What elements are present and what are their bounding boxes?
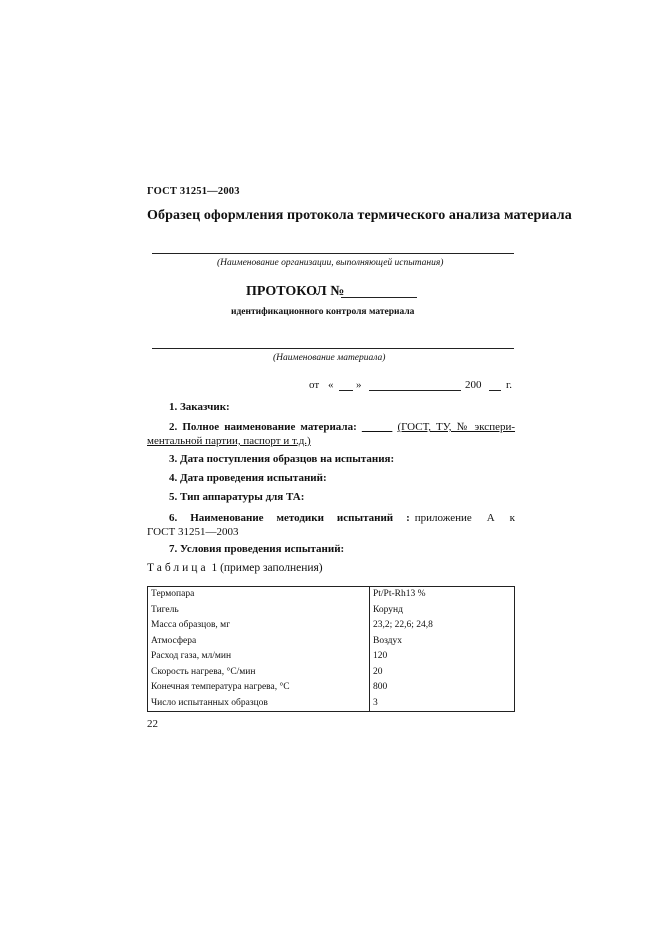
- param-cell: Расход газа, мл/мин: [148, 649, 370, 665]
- table-row: [148, 665, 515, 681]
- value-cell: 3: [370, 696, 515, 712]
- date-year: 200: [465, 379, 482, 391]
- item-receipt-date-label: 3. Дата поступления образцов на испытания:: [169, 453, 395, 465]
- value-cell: 20: [370, 665, 515, 681]
- table-row: [148, 618, 515, 634]
- value-cell: 120: [370, 649, 515, 665]
- date-close-quote: »: [356, 379, 362, 391]
- item-method-value-1: приложение А к: [414, 512, 515, 524]
- item-full-name-label: 2. Полное наименование материала:: [169, 421, 357, 433]
- item-apparatus-type-label: 5. Тип аппаратуры для ТА:: [169, 491, 305, 503]
- param-cell: Конечная температура нагрева, °С: [148, 680, 370, 696]
- table-caption-word: Таблица: [147, 562, 209, 574]
- value-cell: Pt/Pt-Rh13 %: [370, 587, 515, 603]
- table-caption: [147, 562, 323, 574]
- document-title: Образец оформления протокола термического анализа материала: [147, 208, 572, 223]
- item-test-date-label: 4. Дата проведения испытаний:: [169, 472, 327, 484]
- date-from-label: от: [309, 379, 320, 391]
- value-cell: Корунд: [370, 603, 515, 619]
- item-receipt-date: [147, 453, 537, 465]
- protocol-subtitle: идентификационного контроля материала: [231, 307, 415, 317]
- date-year-suffix: г.: [506, 379, 513, 391]
- param-cell: Число испытанных образцов: [148, 696, 370, 712]
- full-name-blank: [362, 421, 393, 433]
- item-conditions: [147, 543, 537, 555]
- test-conditions-table: [147, 586, 515, 712]
- month-blank: [369, 390, 461, 391]
- table-row: [148, 696, 515, 712]
- material-caption: (Наименование материала): [273, 353, 386, 363]
- item-full-name-value-2: ментальной партии, паспорт и т.д.): [147, 435, 311, 447]
- material-blank-line: [152, 348, 514, 349]
- organization-blank-line: [152, 253, 514, 254]
- item-apparatus-type: [147, 491, 537, 503]
- value-cell: 800: [370, 680, 515, 696]
- page-number: 22: [147, 718, 158, 730]
- day-blank: [339, 390, 353, 391]
- year-blank: [489, 390, 501, 391]
- item-customer: [147, 401, 537, 413]
- table-row: [148, 680, 515, 696]
- item-full-name-value-1: (ГОСТ, ТУ, № экспери-: [397, 421, 516, 433]
- date-open-quote: «: [328, 379, 334, 391]
- item-method: [147, 511, 515, 539]
- item-test-date: [147, 472, 537, 484]
- item-conditions-label: 7. Условия проведения испытаний:: [169, 543, 345, 555]
- protocol-title: ПРОТОКОЛ №: [246, 284, 345, 299]
- param-cell: Скорость нагрева, °С/мин: [148, 665, 370, 681]
- param-cell: Тигель: [148, 603, 370, 619]
- item-full-name: [147, 420, 515, 448]
- value-cell: 23,2; 22,6; 24,8: [370, 618, 515, 634]
- table-row: [148, 649, 515, 665]
- table-row: [148, 634, 515, 650]
- item-method-label: 6. Наименование методики испытаний :: [169, 512, 410, 524]
- item-customer-label: 1. Заказчик:: [169, 401, 230, 413]
- standard-code: ГОСТ 31251—2003: [147, 186, 240, 197]
- organization-caption: (Наименование организации, выполняющей испытания): [217, 258, 444, 268]
- param-cell: Атмосфера: [148, 634, 370, 650]
- table-row: [148, 587, 515, 603]
- table-row: [148, 603, 515, 619]
- protocol-number-blank: [341, 297, 417, 298]
- param-cell: Масса образцов, мг: [148, 618, 370, 634]
- item-method-value-2: ГОСТ 31251—2003: [147, 526, 239, 538]
- table-caption-rest: 1 (пример заполнения): [211, 562, 323, 574]
- value-cell: Воздух: [370, 634, 515, 650]
- param-cell: Термопара: [148, 587, 370, 603]
